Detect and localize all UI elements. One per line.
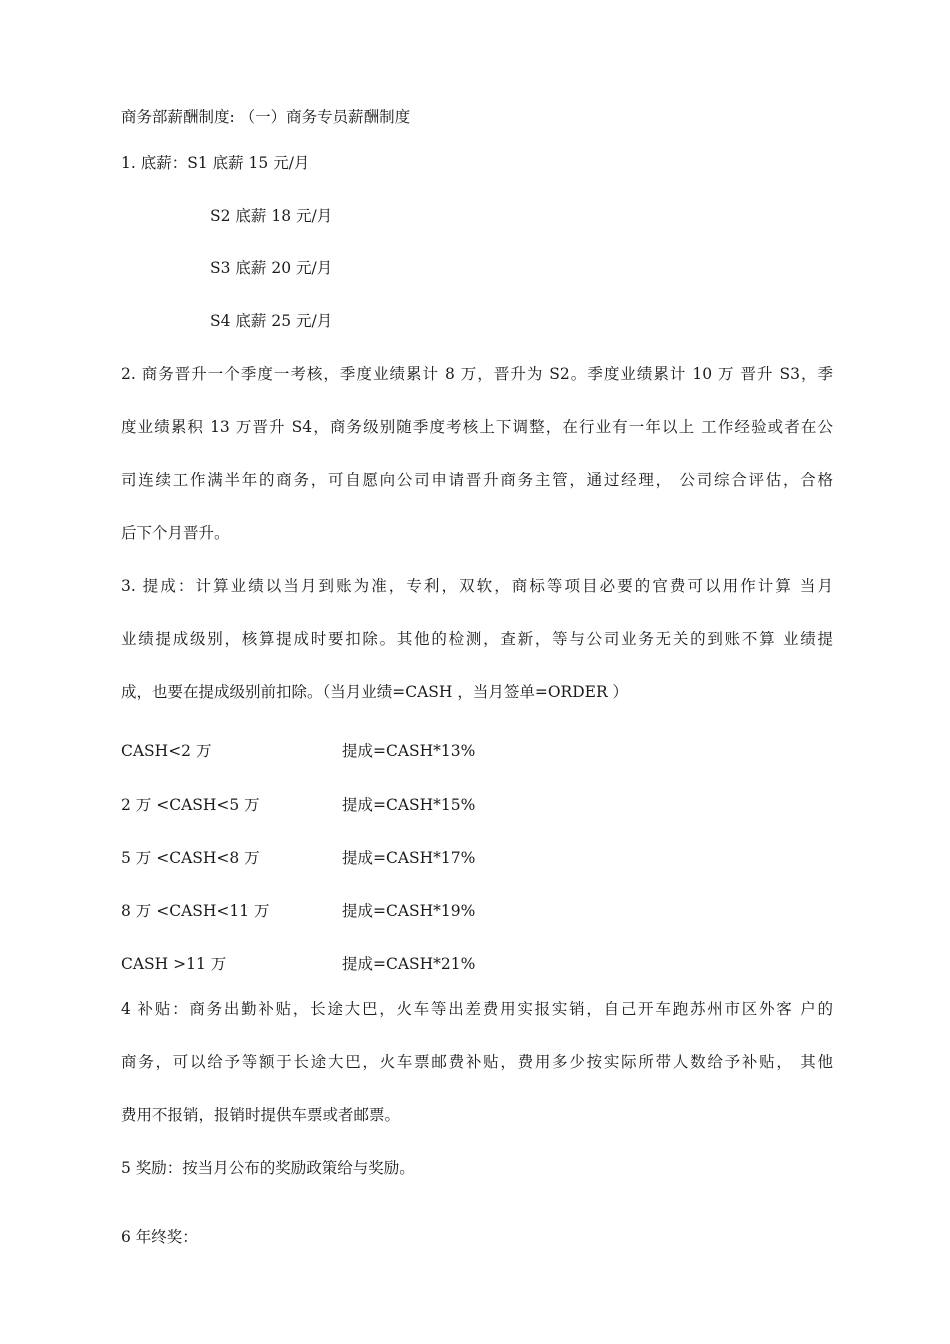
section-4-line-2: 商务，可以给予等额于长途大巴，火车票邮费补贴，费用多少按实际所带人数给予补贴， 其他 [121, 1053, 833, 1071]
commission-tier-rate: 提成=CASH*15% [342, 796, 476, 814]
section-4-line-1: 4 补贴：商务出勤补贴，长途大巴，火车等出差费用实报实销，自己开车跑苏州市区外客 户的 [121, 1000, 833, 1018]
section-1-base-salary: 1. 底薪：S1 底薪 15 元/月 [121, 154, 310, 172]
commission-tier-range: CASH<2 万 [121, 742, 212, 760]
commission-tier-rate: 提成=CASH*13% [342, 742, 476, 760]
base-salary-s3: S3 底薪 20 元/月 [210, 259, 333, 277]
commission-tier-range: 8 万 <CASH<11 万 [121, 902, 270, 920]
base-salary-s4: S4 底薪 25 元/月 [210, 312, 333, 330]
document-title: 商务部薪酬制度: （一）商务专员薪酬制度 [121, 108, 411, 126]
section-3-line-1: 3. 提成：计算业绩以当月到账为准，专利，双软，商标等项目必要的官费可以用作计算 当月 [121, 577, 833, 595]
section-3-line-2: 业绩提成级别，核算提成时要扣除。其他的检测，查新，等与公司业务无关的到账不算 业绩提 [121, 630, 833, 648]
commission-tier-range: 5 万 <CASH<8 万 [121, 849, 260, 867]
section-5-bonus: 5 奖励：按当月公布的奖励政策给与奖励。 [121, 1159, 415, 1177]
commission-tier-range: 2 万 <CASH<5 万 [121, 796, 260, 814]
section-3-line-3: 成，也要在提成级别前扣除。（当月业绩=CASH ，当月签单=ORDER ） [121, 683, 629, 701]
section-6-year-end-bonus: 6 年终奖： [121, 1228, 198, 1246]
section-4-line-3: 费用不报销，报销时提供车票或者邮票。 [121, 1106, 401, 1124]
commission-tier-rate: 提成=CASH*17% [342, 849, 476, 867]
commission-tier-range: CASH >11 万 [121, 955, 227, 973]
commission-tier-rate: 提成=CASH*21% [342, 955, 476, 973]
section-2-line-4: 后下个月晋升。 [121, 524, 230, 542]
section-2-line-3: 司连续工作满半年的商务，可自愿向公司申请晋升商务主管，通过经理， 公司综合评估，合格 [121, 471, 833, 489]
commission-tier-rate: 提成=CASH*19% [342, 902, 476, 920]
base-salary-s2: S2 底薪 18 元/月 [210, 207, 333, 225]
section-2-line-2: 度业绩累积 13 万晋升 S4，商务级别随季度考核上下调整，在行业有一年以上 工作经验或者在公 [121, 418, 833, 436]
section-2-line-1: 2. 商务晋升一个季度一考核，季度业绩累计 8 万，晋升为 S2。季度业绩累计 10 万 晋升 S3，季 [121, 365, 833, 383]
